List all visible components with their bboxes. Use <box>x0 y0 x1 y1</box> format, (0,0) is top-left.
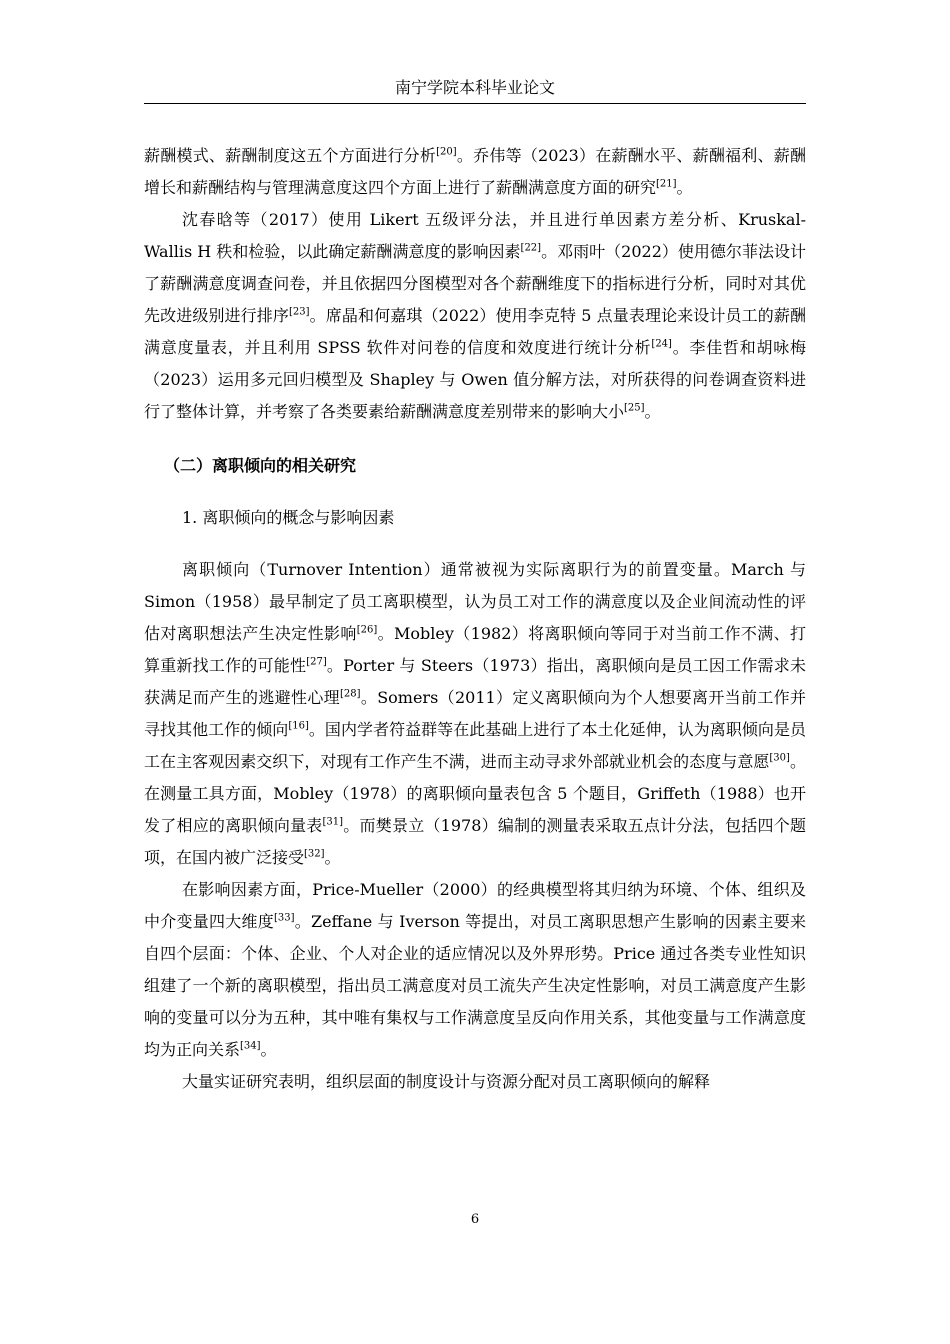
text-run: 。乔伟等（2023）在薪酬水平、薪酬福利、薪酬增长和薪酬结构与管理满意度这四个方面上进行了薪酬满意度方面的研究 <box>144 146 806 197</box>
text-run: 。 <box>676 178 693 197</box>
citation: [20] <box>436 146 457 158</box>
citation: [25] <box>624 402 645 414</box>
citation: [34] <box>240 1040 261 1052</box>
citation: [21] <box>656 178 677 190</box>
citation: [30] <box>769 752 790 764</box>
citation: [26] <box>356 624 378 636</box>
text-run: 。席晶和何嘉琪（2022）使用李克特 5 点量表理论来设计员工的薪酬满意度量表，并且利用 SPSS 软件对问卷的信度和效度进行统计分析 <box>144 306 806 357</box>
text-run: 。在测量工具方面，Mobley（1978）的离职倾向量表包含 5 个题目，Griffeth（1988）也开发了相应的离职倾向量表 <box>144 752 806 835</box>
subsection-heading: 1. 离职倾向的概念与影响因素 <box>182 508 395 527</box>
citation: [24] <box>651 338 672 350</box>
text-run: 在影响因素方面，Price-Mueller（2000）的经典模型将其归纳为环境、个体、组织及中介变量四大维度 <box>144 880 806 931</box>
text-run: 薪酬模式、薪酬制度这五个方面进行分析 <box>144 146 437 165</box>
text-run: 离职倾向（Turnover Intention）通常被视为实际离职行为的前置变量。March 与 Simon（1958）最早制定了员工离职模型，认为员工对工作的满意度以及企业间流动性的评估对离职想法产生决定性影响 <box>144 560 806 643</box>
text-run: 。Mobley（1982）将离职倾向等同于对当前工作不满、打算重新找工作的可能性 <box>144 624 806 675</box>
body-text <box>144 140 806 1098</box>
text-run: 。 <box>644 402 661 421</box>
running-header: 南宁学院本科毕业论文 <box>394 78 555 97</box>
section-heading: （二）离职倾向的相关研究 <box>164 456 357 475</box>
text-run: 。 <box>324 848 341 867</box>
text-run: 。Somers（2011）定义离职倾向为个人想要离开当前工作并寻找其他工作的倾向 <box>144 688 806 739</box>
citation: [28] <box>340 688 361 700</box>
paragraph-2 <box>144 204 806 428</box>
paragraph-4 <box>144 874 806 1066</box>
text-run: 大量实证研究表明，组织层面的制度设计与资源分配对员工离职倾向的解释 <box>182 1072 711 1091</box>
citation: [22] <box>520 242 542 254</box>
page-number: 6 <box>470 1212 480 1227</box>
text-run: 。而樊景立（1978）编制的测量表采取五点计分法，包括四个题项，在国内被广泛接受 <box>144 816 806 867</box>
paragraph-5 <box>144 1066 806 1098</box>
header-rule <box>144 103 806 104</box>
text-run: 。Zeffane 与 Iverson 等提出，对员工离职思想产生影响的因素主要来自四个层面：个体、企业、个人对企业的适应情况以及外界形势。Price 通过各类专业性知识组建了一个新的离职模型，指出员工满意度对员工流失产生决定性影响，对员工满意度产生影响的变量可以分为五种，其中唯有集权与工作满意度呈反向作用关系，其他变量与工作满意度均为正向关系 <box>144 912 806 1059</box>
text-run: 沈春晗等（2017）使用 Likert 五级评分法，并且进行单因素方差分析、Kruskal-Wallis H 秩和检验，以此确定薪酬满意度的影响因素 <box>144 210 806 261</box>
text-run: 。国内学者符益群等在此基础上进行了本土化延伸，认为离职倾向是员工在主客观因素交织下，对现有工作产生不满，进而主动寻求外部就业机会的态度与意愿 <box>144 720 806 771</box>
paragraph-1 <box>144 140 806 204</box>
text-run: 。 <box>260 1040 277 1059</box>
citation: [31] <box>322 816 344 828</box>
citation: [16] <box>288 720 309 732</box>
text-run: 。李佳哲和胡咏梅（2023）运用多元回归模型及 Shapley 与 Owen 值分解方法，对所获得的问卷调查资料进行了整体计算，并考察了各类要素给薪酬满意度差别带来的影响大小 <box>144 338 806 421</box>
paragraph-3 <box>144 554 806 874</box>
text-run: 。邓雨叶（2022）使用德尔菲法设计了薪酬满意度调查问卷，并且依据四分图模型对各个薪酬维度下的指标进行分析，同时对其优先改进级别进行排序 <box>144 242 806 325</box>
citation: [23] <box>289 306 310 318</box>
text-run: 。Porter 与 Steers（1973）指出，离职倾向是员工因工作需求未获满足而产生的逃避性心理 <box>144 656 806 707</box>
citation: [32] <box>304 848 325 860</box>
citation: [33] <box>273 912 295 924</box>
citation: [27] <box>306 656 327 668</box>
